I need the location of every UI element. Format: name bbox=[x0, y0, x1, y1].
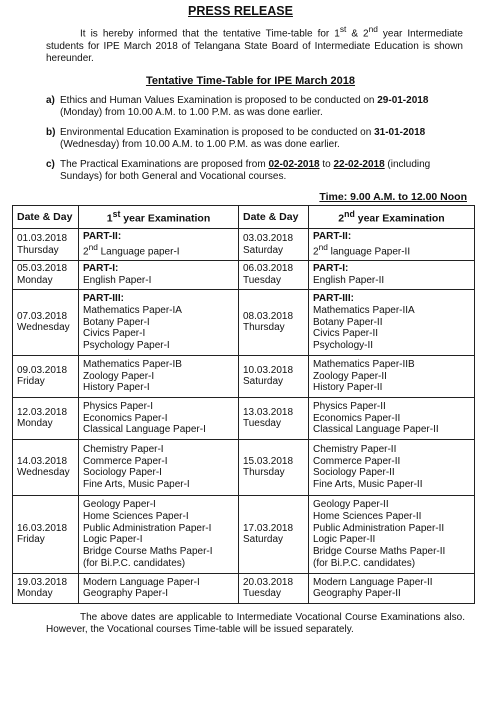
exam-date: 14.03.2018 bbox=[17, 455, 68, 467]
exam-paper: Botany Paper-II bbox=[313, 316, 383, 328]
exam-date: 07.03.2018 bbox=[17, 310, 68, 322]
notice-item bbox=[46, 95, 467, 119]
part-label: PART-I: bbox=[313, 263, 349, 275]
exam-date: 15.03.2018 bbox=[243, 455, 294, 467]
exam-day: Tuesday bbox=[243, 275, 281, 287]
exam-day: Friday bbox=[17, 534, 45, 546]
exam-paper: Classical Language Paper-II bbox=[313, 424, 439, 436]
exam-day: Wednesday bbox=[17, 467, 70, 479]
exam-paper: Home Sciences Paper-II bbox=[313, 510, 422, 522]
part-label: PART-II: bbox=[83, 231, 122, 243]
exam-paper: Public Administration Paper-II bbox=[313, 522, 445, 534]
date-cell-first-year bbox=[13, 229, 79, 261]
date-cell-first-year bbox=[13, 261, 79, 290]
exam-date: 01.03.2018 bbox=[17, 233, 68, 245]
date-cell-second-year bbox=[239, 573, 309, 603]
table-row bbox=[13, 495, 475, 573]
exam-paper: Mathematics Paper-IA bbox=[83, 304, 182, 316]
header-first-year: 1st year Examination bbox=[79, 206, 239, 229]
notice-item-label: a) bbox=[46, 95, 55, 107]
part-label: PART-III: bbox=[313, 292, 354, 304]
exam-cell-second-year bbox=[309, 397, 475, 439]
exam-paper: 2nd language Paper-II bbox=[313, 242, 411, 258]
exam-paper: Mathematics Paper-IB bbox=[83, 358, 182, 370]
exam-cell-first-year bbox=[79, 229, 239, 261]
table-row bbox=[13, 397, 475, 439]
exam-paper: Geography Paper-I bbox=[83, 588, 169, 600]
date-cell-first-year bbox=[13, 289, 79, 355]
exam-paper: Economics Paper-II bbox=[313, 412, 401, 424]
footer-note: The above dates are applicable to Intermediate Vocational Course Examinations also. However, the Vocational courses Time-table will be issued separately. bbox=[46, 611, 465, 635]
part-label: PART-I: bbox=[83, 263, 119, 275]
exam-cell-first-year bbox=[79, 397, 239, 439]
timetable bbox=[12, 205, 475, 604]
exam-cell-second-year bbox=[309, 439, 475, 495]
exam-date: 06.03.2018 bbox=[243, 263, 294, 275]
exam-paper: Home Sciences Paper-I bbox=[83, 510, 189, 522]
header-date-1: Date & Day bbox=[13, 206, 79, 229]
exam-day: Saturday bbox=[243, 534, 284, 546]
exam-paper: Logic Paper-II bbox=[313, 534, 376, 546]
notice-item-text: Ethics and Human Values Examination is proposed to be conducted on 29-01-2018 (Monday) from 10.00 A.M. to 1.00 P.M. as was done earlier. bbox=[60, 95, 429, 119]
exam-paper: Classical Language Paper-I bbox=[83, 424, 206, 436]
exam-day: Monday bbox=[17, 275, 53, 287]
exam-paper: Mathematics Paper-IIA bbox=[313, 304, 415, 316]
header-date-2: Date & Day bbox=[239, 206, 309, 229]
exam-cell-second-year bbox=[309, 289, 475, 355]
exam-day: Saturday bbox=[243, 244, 284, 256]
date-cell-first-year bbox=[13, 495, 79, 573]
table-row bbox=[13, 261, 475, 290]
exam-paper: Physics Paper-I bbox=[83, 400, 154, 412]
exam-date: 20.03.2018 bbox=[243, 576, 294, 588]
date-cell-second-year bbox=[239, 355, 309, 397]
exam-paper: Modern Language Paper-I bbox=[83, 576, 200, 588]
table-row bbox=[13, 229, 475, 261]
exam-paper: Mathematics Paper-IIB bbox=[313, 358, 415, 370]
exam-day: Thursday bbox=[17, 244, 59, 256]
exam-paper: Commerce Paper-II bbox=[313, 455, 401, 467]
exam-paper: Fine Arts, Music Paper-I bbox=[83, 479, 190, 491]
exam-paper: Geography Paper-II bbox=[313, 588, 401, 600]
exam-paper: Sociology Paper-II bbox=[313, 467, 395, 479]
exam-day: Saturday bbox=[243, 376, 284, 388]
date-cell-second-year bbox=[239, 229, 309, 261]
notice-items bbox=[8, 95, 473, 183]
notice-item-text: Environmental Education Examination is proposed to be conducted on 31-01-2018 (Wednesday) from 10.00 A.M. to 1.00 P.M. as was done earlier. bbox=[60, 127, 426, 151]
exam-paper: Geology Paper-II bbox=[313, 499, 389, 511]
exam-paper: Bridge Course Maths Paper-II bbox=[313, 546, 446, 558]
notice-item bbox=[46, 127, 467, 151]
exam-time: Time: 9.00 A.M. to 12.00 Noon bbox=[319, 191, 467, 204]
exam-day: Friday bbox=[17, 376, 45, 388]
exam-day: Tuesday bbox=[243, 418, 281, 430]
notice-item-text: The Practical Examinations are proposed from 02-02-2018 to 22-02-2018 (including Sundays) for both General and Vocational courses. bbox=[60, 159, 431, 183]
date-cell-second-year bbox=[239, 439, 309, 495]
table-row bbox=[13, 289, 475, 355]
notice-item bbox=[46, 159, 467, 183]
exam-cell-second-year bbox=[309, 229, 475, 261]
exam-paper: Chemistry Paper-II bbox=[313, 443, 397, 455]
timetable-subtitle: Tentative Time-Table for IPE March 2018 bbox=[145, 74, 356, 87]
exam-cell-first-year bbox=[79, 289, 239, 355]
exam-date: 08.03.2018 bbox=[243, 310, 294, 322]
exam-paper: History Paper-I bbox=[83, 382, 150, 394]
date-cell-second-year bbox=[239, 495, 309, 573]
exam-date: 16.03.2018 bbox=[17, 522, 68, 534]
intro-paragraph: It is hereby informed that the tentative Time-table for 1st & 2nd year Intermediate students for IPE March 2018 of Telangana State Board of Intermediate Education is shown hereunder. bbox=[46, 24, 463, 64]
date-cell-second-year bbox=[239, 397, 309, 439]
exam-paper: Bridge Course Maths Paper-I bbox=[83, 546, 213, 558]
exam-paper: English Paper-I bbox=[83, 275, 152, 287]
date-cell-first-year bbox=[13, 573, 79, 603]
exam-day: Monday bbox=[17, 588, 53, 600]
page-title: PRESS RELEASE bbox=[188, 4, 293, 18]
exam-date: 13.03.2018 bbox=[243, 406, 294, 418]
exam-paper: Zoology Paper-I bbox=[83, 370, 155, 382]
exam-date: 17.03.2018 bbox=[243, 522, 294, 534]
exam-paper: Physics Paper-II bbox=[313, 400, 386, 412]
exam-paper: Modern Language Paper-II bbox=[313, 576, 433, 588]
exam-paper: Zoology Paper-II bbox=[313, 370, 387, 382]
exam-paper: Public Administration Paper-I bbox=[83, 522, 212, 534]
exam-date: 12.03.2018 bbox=[17, 406, 68, 418]
exam-paper: Geology Paper-I bbox=[83, 499, 156, 511]
exam-day: Monday bbox=[17, 418, 53, 430]
exam-paper: History Paper-II bbox=[313, 382, 383, 394]
exam-paper: (for Bi.P.C. candidates) bbox=[83, 558, 186, 570]
table-header-row bbox=[13, 206, 475, 229]
exam-cell-first-year bbox=[79, 439, 239, 495]
exam-cell-first-year bbox=[79, 495, 239, 573]
exam-paper: Economics Paper-I bbox=[83, 412, 168, 424]
date-cell-first-year bbox=[13, 355, 79, 397]
exam-paper: Civics Paper-II bbox=[313, 328, 379, 340]
exam-paper: Civics Paper-I bbox=[83, 328, 146, 340]
part-label: PART-II: bbox=[313, 231, 352, 243]
exam-cell-second-year bbox=[309, 355, 475, 397]
date-cell-first-year bbox=[13, 439, 79, 495]
table-row bbox=[13, 573, 475, 603]
table-row bbox=[13, 355, 475, 397]
exam-paper: Fine Arts, Music Paper-II bbox=[313, 479, 423, 491]
exam-paper: (for Bi.P.C. candidates) bbox=[313, 558, 416, 570]
exam-cell-first-year bbox=[79, 573, 239, 603]
exam-paper: Logic Paper-I bbox=[83, 534, 143, 546]
exam-paper: English Paper-II bbox=[313, 275, 385, 287]
exam-paper: Sociology Paper-I bbox=[83, 467, 162, 479]
exam-day: Wednesday bbox=[17, 322, 70, 334]
exam-paper: Botany Paper-I bbox=[83, 316, 150, 328]
date-cell-second-year bbox=[239, 261, 309, 290]
exam-paper: Commerce Paper-I bbox=[83, 455, 168, 467]
exam-day: Thursday bbox=[243, 467, 285, 479]
exam-day: Tuesday bbox=[243, 588, 281, 600]
exam-paper: Chemistry Paper-I bbox=[83, 443, 164, 455]
table-row bbox=[13, 439, 475, 495]
part-label: PART-III: bbox=[83, 292, 124, 304]
exam-date: 19.03.2018 bbox=[17, 576, 68, 588]
exam-day: Thursday bbox=[243, 322, 285, 334]
exam-cell-second-year bbox=[309, 495, 475, 573]
exam-paper: 2nd Language paper-I bbox=[83, 242, 180, 258]
exam-cell-second-year bbox=[309, 573, 475, 603]
exam-date: 10.03.2018 bbox=[243, 364, 294, 376]
notice-item-label: c) bbox=[46, 159, 55, 171]
exam-date: 09.03.2018 bbox=[17, 364, 68, 376]
exam-cell-first-year bbox=[79, 355, 239, 397]
date-cell-second-year bbox=[239, 289, 309, 355]
exam-date: 05.03.2018 bbox=[17, 263, 68, 275]
exam-cell-second-year bbox=[309, 261, 475, 290]
exam-date: 03.03.2018 bbox=[243, 233, 294, 245]
notice-item-label: b) bbox=[46, 127, 56, 139]
exam-paper: Psychology Paper-I bbox=[83, 340, 170, 352]
date-cell-first-year bbox=[13, 397, 79, 439]
exam-paper: Psychology-II bbox=[313, 340, 374, 352]
header-second-year: 2nd year Examination bbox=[309, 206, 475, 229]
exam-cell-first-year bbox=[79, 261, 239, 290]
